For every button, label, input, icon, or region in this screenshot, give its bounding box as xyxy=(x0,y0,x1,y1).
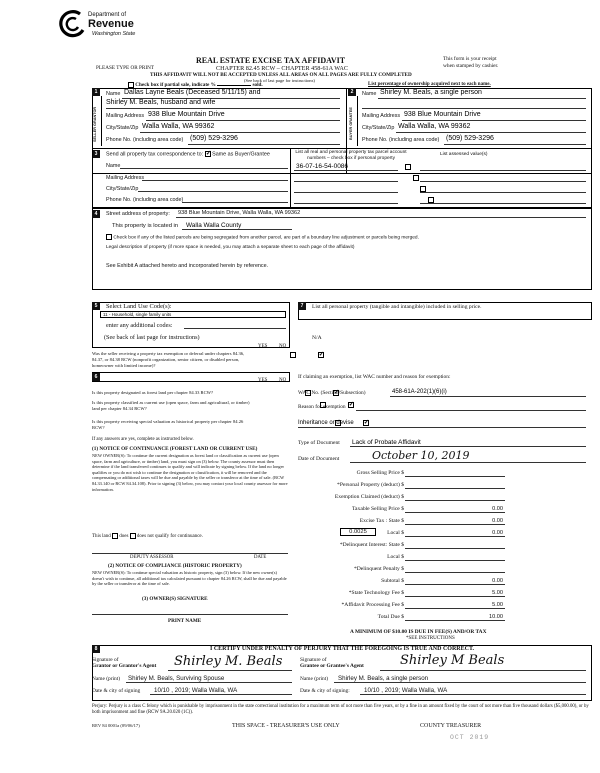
page-title: REAL ESTATE EXCISE TAX AFFIDAVIT xyxy=(196,56,346,65)
seller-name-2: Shirley M. Beals, husband and wife xyxy=(106,99,216,106)
doc-date-label: Date of Document xyxy=(298,456,340,462)
s6-no-label: NO xyxy=(279,378,287,383)
print-name-label: PRINT NAME xyxy=(168,618,202,624)
corr-name-label: Name xyxy=(106,163,121,169)
continuance-body: NEW OWNER(S): To continue the current designation as forest land or classification as current use (open space, farm and agriculture, or timber) land, you must sign on (3) below. The county assessor must then determine if the land transferred continues to qualify and will indicate by signing below. If the land no longer qualifies or you do not wish to continue the designation or classification, it will be removed and the compensating or additional taxes will be due and payable by the seller or transferor at the time of sale. (RCW 84.33.140 or RCW 84.34.108). Prior to signing (3) below, you may contact your local county assessor for more information. xyxy=(92,453,288,492)
legal-label: Legal description of property (if more space is needed, you may attach a separate sheet to each page of the affidavit) xyxy=(106,245,355,250)
does-checkbox[interactable] xyxy=(112,533,118,539)
located-label: This property is located in xyxy=(112,223,179,229)
seller-phone-label: Phone No. (including area code) xyxy=(106,137,184,143)
section-5-badge: 5 xyxy=(92,302,100,310)
grantor-signature: Shirley M. Beals xyxy=(174,654,283,669)
county-treasurer: COUNTY TREASURER xyxy=(420,723,482,729)
this-land-row: This land does does not qualify for continuance. xyxy=(92,534,203,540)
tech-fee-label: *State Technology Fee $ xyxy=(348,590,404,596)
personal-prop-value: N/A xyxy=(312,335,322,341)
section-4-badge: 4 xyxy=(92,210,100,218)
parcel-header: List all real and personal property tax parcel account numbers – check box if personal property xyxy=(295,150,407,161)
located-county: Walla Walla County xyxy=(186,222,242,229)
section-6-badge: 6 xyxy=(92,373,100,381)
legal-description: See Exhibit A attached hereto and incorporated herein by reference. xyxy=(106,263,269,269)
tech-fee-value: 5.00 xyxy=(492,590,503,596)
seller-address-label: Mailing Address xyxy=(106,113,145,119)
grantee-name-label: Name (print) xyxy=(300,676,328,682)
parcel-number-1: 36-07-16-54-0086 xyxy=(296,163,349,170)
buyer-name-label: Name xyxy=(362,91,377,97)
reason-label: Reason for exemption xyxy=(298,404,346,410)
land-use-code-select[interactable]: 11 - Household, single family units xyxy=(100,311,286,318)
grantee-name: Shirley M. Beals, a single person xyxy=(338,675,429,682)
grantor-sig-label-2: Grantor or Grantor's Agent xyxy=(92,663,157,669)
local-tax-value: 0.00 xyxy=(492,530,503,536)
delinquent-penalty-label: *Delinquent Penalty $ xyxy=(353,566,404,572)
doc-date-value: October 10, 2019 xyxy=(372,449,470,462)
current-use-question: Is this property classified as current use (open space, farm and agricultural, or timber) land per chapter 84.34 RCW? xyxy=(92,400,250,411)
total-due-value: 10.00 xyxy=(489,614,503,620)
section-1-badge: 1 xyxy=(92,88,100,96)
section-2-badge: 2 xyxy=(348,88,356,96)
grantee-date: 10/10 , 2019; Walla Walla, WA xyxy=(364,687,448,694)
grantor-date: 10/10 , 2019; Walla Walla, WA xyxy=(154,687,238,694)
department-logo xyxy=(56,8,152,52)
personal-prop-checkbox-2[interactable] xyxy=(413,175,419,181)
grantor-sig-label-1: Signature of xyxy=(92,657,119,663)
section-8-badge: 8 xyxy=(92,645,100,653)
street-label: Street address of property: xyxy=(106,211,170,217)
exemption-question: Was the seller receiving a property tax exemption or deferral under chapters 84.36, 84.37, or 84.38 RCW (nonprofit organization, senior citizen, or disabled person, homeowner with limited income)? xyxy=(92,351,245,368)
taxable-price-label: Taxable Selling Price $ xyxy=(352,506,404,512)
treasurer-space: THIS SPACE - TREASURER'S USE ONLY xyxy=(232,723,340,729)
excise-state-value: 0.00 xyxy=(492,518,503,524)
boundary-row: Check box if any of the listed parcels are being segregated from another parcel, are part of a boundary line adjustment or parcels being merged. xyxy=(106,234,419,240)
taxable-price-value: 0.00 xyxy=(492,506,503,512)
reason-value: Inheritance or devise xyxy=(298,420,354,426)
perjury-note: Perjury: Perjury is a class C felony which is punishable by imprisonment in the state correctional institution for a maximum term of not more than five years, or by a fine in an amount fixed by the court of not more than five thousand dollars ($5,000.00), or by both imprisonment and fine (RCW 9A.20.020 (1C)). xyxy=(92,704,589,715)
buyer-address: 938 Blue Mountain Drive xyxy=(404,111,481,118)
receipt-note-2: when stamped by cashier. xyxy=(443,63,499,69)
gross-price-label: Gross Selling Price $ xyxy=(356,470,404,476)
current-use-no-checkbox[interactable] xyxy=(348,402,354,408)
does-not-checkbox[interactable] xyxy=(130,533,136,539)
land-use-back-note: (See back of last page for instructions) xyxy=(104,334,200,341)
please-type: PLEASE TYPE OR PRINT xyxy=(96,65,154,71)
doc-type-label: Type of Document xyxy=(298,440,340,446)
seller-phone: (509) 529-3296 xyxy=(190,135,238,142)
grantor-name: Shirley M. Beals, Surviving Spouse xyxy=(128,675,225,682)
historic-no-checkbox[interactable] xyxy=(363,420,369,426)
minimum-note: A MINIMUM OF $10.00 IS DUE IN FEE(S) AND/OR TAX xyxy=(350,629,487,635)
seller-city: Walla Walla, WA 99362 xyxy=(142,123,215,130)
dept-prefix: Department of xyxy=(88,12,127,18)
certify-line: I CERTIFY UNDER PENALTY OF PERJURY THAT THE FOREGOING IS TRUE AND CORRECT. xyxy=(210,646,475,652)
land-use-label: Select Land Use Code(s): xyxy=(106,303,172,310)
buyer-address-label: Mailing Address xyxy=(362,113,401,119)
personal-prop-label: List all personal property (tangible and intangible) included in selling price. xyxy=(312,304,482,310)
street-address: 938 Blue Mountain Drive, Walla Walla, WA 99362 xyxy=(178,210,301,216)
corr-address-label: Mailing Address xyxy=(106,175,145,181)
subtotal-label: Subtotal $ xyxy=(381,578,404,584)
excise-state-label: Excise Tax : State $ xyxy=(359,518,404,524)
chapter-line: CHAPTER 82.45 RCW – CHAPTER 458-61A WAC xyxy=(216,65,348,72)
delinquent-interest-label: *Delinquent Interest: State $ xyxy=(339,542,404,548)
compliance-title: (2) NOTICE OF COMPLIANCE (HISTORIC PROPERTY) xyxy=(108,563,242,569)
personal-prop-checkbox-1[interactable] xyxy=(405,164,411,170)
s6-yes-label: YES xyxy=(258,378,268,383)
local-rate-input[interactable]: 0.0025 xyxy=(340,528,376,536)
buyer-phone: (509) 529-3296 xyxy=(446,135,494,142)
exemption-no-checkbox[interactable] xyxy=(318,352,324,358)
historic-question: Is this property receiving special valuation as historical property per chapter 84.26 RCW? xyxy=(92,419,244,430)
additional-codes-label: enter any additional codes: xyxy=(106,322,173,329)
if-yes-note: If any answers are yes, complete as instructed below. xyxy=(92,437,194,442)
seller-side-label: SELLER GRANTOR xyxy=(93,106,97,142)
buyer-city-label: City/State/Zip xyxy=(362,125,395,131)
grantor-date-label: Date & city of signing xyxy=(92,688,141,694)
dept-state: Washington State xyxy=(92,31,136,37)
correspondence-row: Send all property tax correspondence to: ✓ Same as Buyer/Grantee xyxy=(106,151,270,157)
buyer-phone-label: Phone No. (including area code) xyxy=(362,137,440,143)
seller-name-1: Dallas Layne Beals (Deceased 5/11/15) and xyxy=(124,89,261,96)
assessed-header: List assessed value(s) xyxy=(440,152,488,157)
personal-deduct-label: *Personal Property (deduct) $ xyxy=(337,482,404,488)
forest-land-question: Is this property designated as forest land per chapter 84.33 RCW? xyxy=(92,390,214,395)
owner-signature-title: (3) OWNER(S) SIGNATURE xyxy=(142,596,208,602)
dept-name: Revenue xyxy=(88,18,134,30)
grantee-signature: Shirley M Beals xyxy=(400,653,505,668)
affidavit-fee-value: 5.00 xyxy=(492,602,503,608)
receipt-note-1: This form is your receipt xyxy=(443,56,497,62)
total-due-label: Total Due $ xyxy=(377,614,404,620)
grantor-name-label: Name (print) xyxy=(92,676,120,682)
grantee-sig-label-1: Signature of xyxy=(300,657,327,663)
grantee-sig-label-2: Grantee or Grantee's Agent xyxy=(300,663,364,669)
revenue-logo-icon xyxy=(58,10,86,38)
buyer-side-label: BUYER GRANTEE xyxy=(349,107,353,141)
buyer-city: Walla Walla, WA 99362 xyxy=(398,123,471,130)
compliance-body: NEW OWNER(S): To continue special valuation as historic property, sign (3) below. If the new owner(s) doesn't wish to continue, all additional tax calculated pursuant to chapter 84.26 RCW, shall be due and payable by the seller or transferor at the time of sale. xyxy=(92,570,287,587)
continuance-title: (1) NOTICE OF CONTINUANCE (FOREST LAND OR CURRENT USE) xyxy=(92,446,258,452)
see-instructions: *SEE INSTRUCTIONS xyxy=(406,636,455,641)
wac-number: 458-61A-202(1)(6)(i) xyxy=(392,389,447,395)
doc-type-value: Lack of Probate Affidavit xyxy=(352,439,421,446)
land-use-no-label: NO xyxy=(279,344,287,349)
back-note: (See back of last page for instructions) xyxy=(244,78,315,83)
partial-sale-row: Check box if partial sale, indicate % sold. xyxy=(128,82,263,88)
exemption-claim-label: If claiming an exemption, list WAC number and reason for exemption: xyxy=(298,374,451,380)
subtotal-value: 0.00 xyxy=(492,578,503,584)
section-3-badge: 3 xyxy=(92,150,100,158)
ownership-note: List percentage of ownership acquired next to each name. xyxy=(368,82,491,87)
grantee-date-label: Date & city of signing: xyxy=(300,688,350,694)
form-number: REV 84 0001a (09/06/17) xyxy=(92,723,140,728)
delinquent-local-label: Local $ xyxy=(387,554,404,560)
exemption-deduct-label: Exemption Claimed (deduct) $ xyxy=(334,494,404,500)
affidavit-fee-label: *Affidavit Processing Fee $ xyxy=(341,602,404,608)
corr-city-label: City/State/Zip xyxy=(106,186,139,192)
seller-address: 938 Blue Mountain Drive xyxy=(148,111,225,118)
section-7-badge: 7 xyxy=(298,302,306,310)
land-use-yes-label: YES xyxy=(258,344,268,349)
exemption-yes-checkbox[interactable] xyxy=(290,352,296,358)
deputy-date-label: DATE xyxy=(254,555,267,560)
buyer-name-1: Shirley M. Beals, a single person xyxy=(380,89,482,96)
wac-label: WAC No. (Section/Subsection) xyxy=(298,390,366,396)
seller-city-label: City/State/Zip xyxy=(106,125,139,131)
boundary-checkbox[interactable] xyxy=(106,234,112,240)
local-tax-label: Local $ xyxy=(387,530,404,536)
seller-name-label: Name xyxy=(106,91,121,97)
treasurer-stamp: OCT 2019 xyxy=(450,734,490,741)
corr-phone-label: Phone No. (including area code) xyxy=(106,197,184,203)
deputy-assessor-label: DEPUTY ASSESSOR xyxy=(130,555,174,560)
warning-line: THIS AFFIDAVIT WILL NOT BE ACCEPTED UNLESS ALL AREAS ON ALL PAGES ARE FULLY COMPLETED xyxy=(150,72,412,78)
